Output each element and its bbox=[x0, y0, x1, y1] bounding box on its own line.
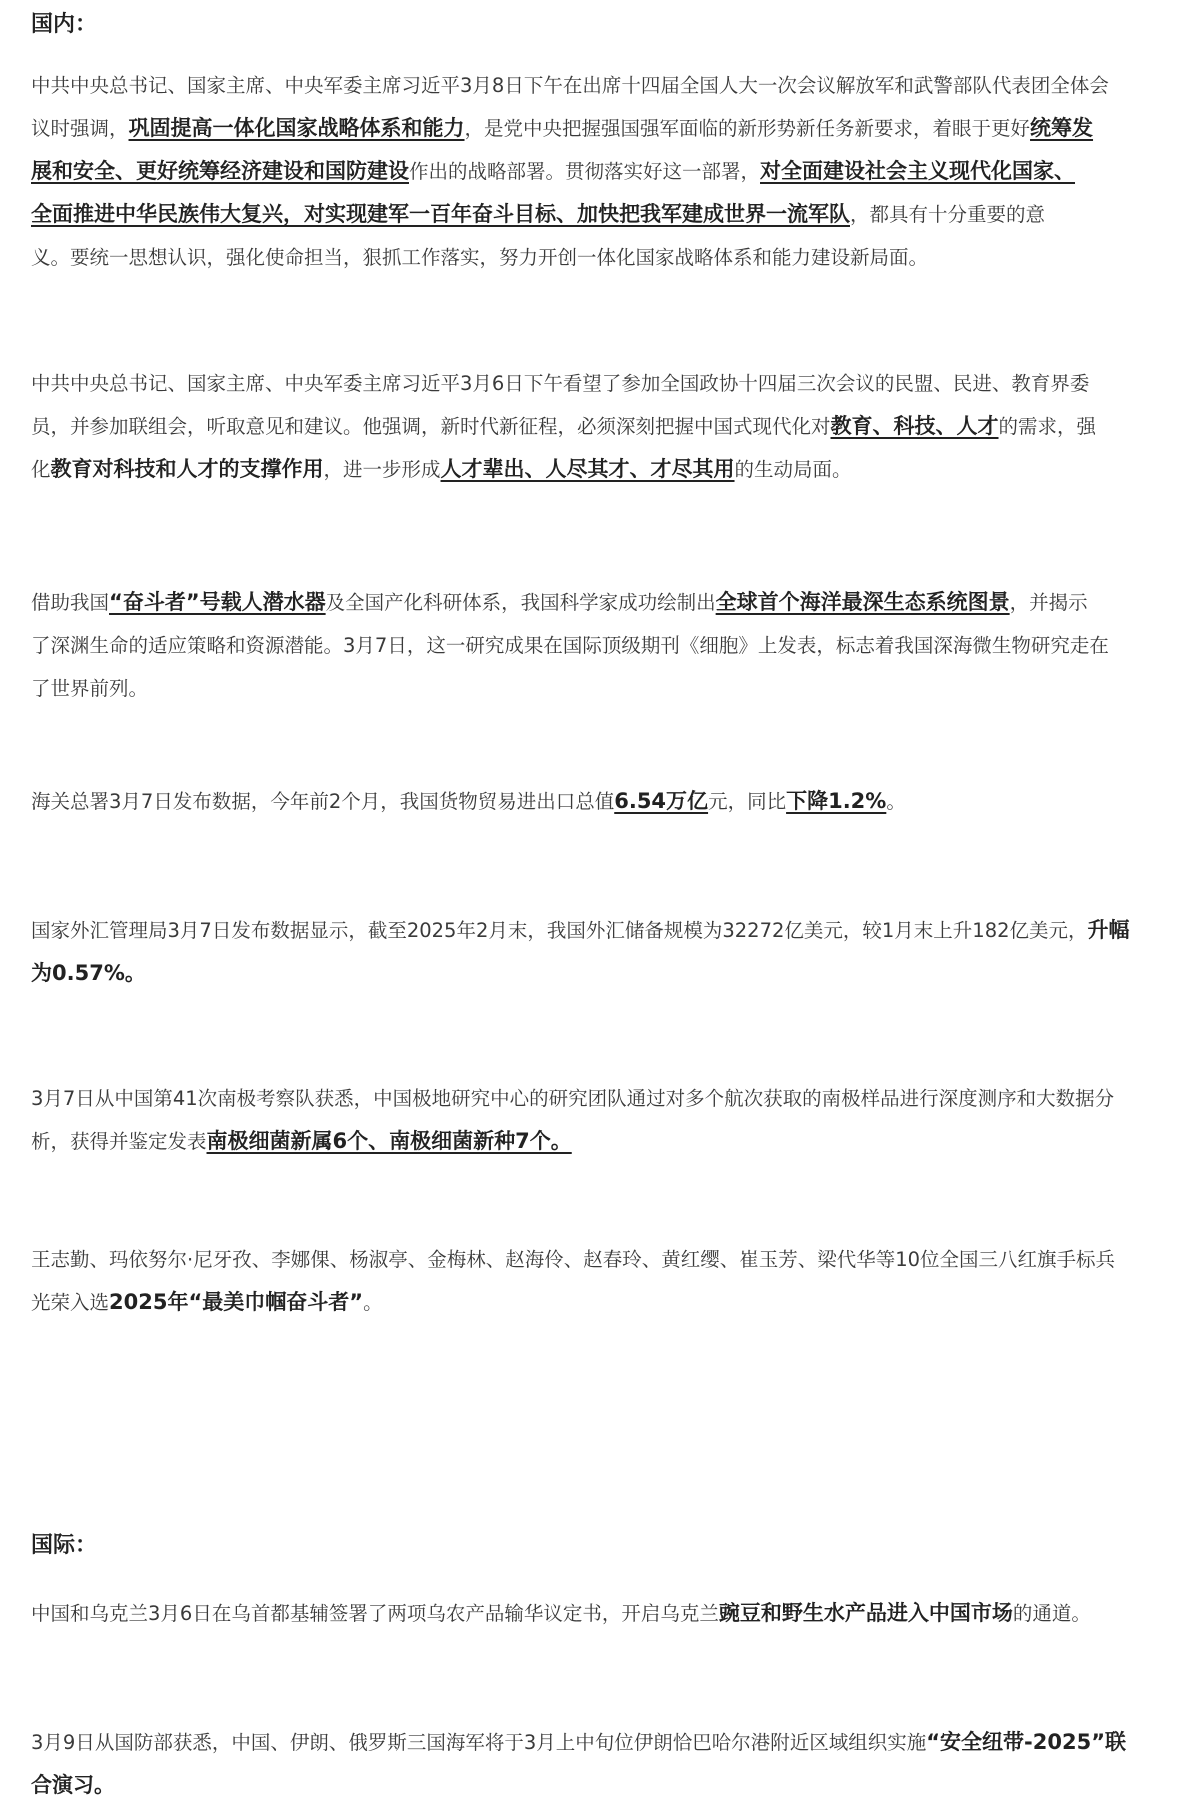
body-text: ，是党中央把握强国强军面临的新形势新任务新要求，着眼于更好 bbox=[464, 117, 1031, 140]
body-text: ，都具有十分重要的意 bbox=[850, 203, 1046, 226]
emphasis-text: 豌豆和野生水产品进入中国市场 bbox=[718, 1601, 1013, 1625]
body-text: 了深渊生命的适应策略和资源潜能。3月7日，这一研究成果在国际顶级期刊《细胞》上发表，标志着我国深海微生物研究走在 bbox=[31, 634, 1109, 657]
domestic-news-item-2 bbox=[31, 362, 1202, 491]
emphasis-underlined-text: 下降1.2% bbox=[786, 789, 887, 813]
body-text: 析，获得并鉴定发表 bbox=[31, 1130, 207, 1153]
emphasis-text: 教育对科技和人才的支撑作用 bbox=[50, 457, 324, 481]
domestic-news-item-1 bbox=[31, 64, 1202, 279]
international-heading: 国际： bbox=[31, 1533, 98, 1558]
paragraph-line bbox=[31, 1281, 1202, 1324]
body-text: 。 bbox=[363, 1291, 383, 1314]
body-text: 3月7日从中国第41次南极考察队获悉，中国极地研究中心的研究团队通过对多个航次获取的南极样品进行深度测序和大数据分 bbox=[31, 1087, 1115, 1110]
paragraph-line bbox=[31, 236, 1202, 279]
emphasis-text: 升幅 bbox=[1087, 918, 1130, 942]
emphasis-underlined-text: 全球首个海洋最深生态系统图景 bbox=[715, 590, 1010, 614]
domestic-heading: 国内： bbox=[31, 12, 98, 37]
body-text: 元，同比 bbox=[708, 790, 787, 813]
paragraph-line bbox=[31, 909, 1202, 952]
emphasis-underlined-text: 对全面建设社会主义现代化国家、 bbox=[760, 159, 1076, 183]
paragraph-line bbox=[31, 1721, 1202, 1764]
emphasis-text: “安全纽带-2025”联 bbox=[926, 1730, 1127, 1754]
body-text: 的需求，强 bbox=[998, 415, 1097, 438]
paragraph-line bbox=[31, 1764, 1202, 1807]
paragraph-line bbox=[31, 667, 1202, 710]
paragraph-line bbox=[31, 448, 1202, 491]
emphasis-underlined-text: 巩固提高一体化国家战略体系和能力 bbox=[128, 116, 465, 140]
body-text: 中国和乌克兰3月6日在乌首都基辅签署了两项乌农产品输华议定书，开启乌克兰 bbox=[31, 1602, 719, 1625]
paragraph-line bbox=[31, 1238, 1202, 1281]
body-text: 3月9日从国防部获悉，中国、伊朗、俄罗斯三国海军将于3月上中旬位伊朗恰巴哈尔港附近区域组织实施 bbox=[31, 1731, 927, 1754]
emphasis-underlined-text: 教育、科技、人才 bbox=[830, 414, 999, 438]
domestic-news-item-5 bbox=[31, 909, 1202, 995]
emphasis-text: 2025年“最美巾帼奋斗者” bbox=[109, 1290, 364, 1314]
body-text: 员，并参加联组会，听取意见和建议。他强调，新时代新征程，必须深刻把握中国式现代化对 bbox=[31, 415, 831, 438]
paragraph-line bbox=[31, 624, 1202, 667]
paragraph-line bbox=[31, 1592, 1202, 1635]
paragraph-line bbox=[31, 107, 1202, 150]
international-news-item-2 bbox=[31, 1721, 1202, 1807]
body-text: 。 bbox=[886, 790, 906, 813]
body-text: 了世界前列。 bbox=[31, 677, 149, 700]
body-text: 义。要统一思想认识，强化使命担当，狠抓工作落实，努力开创一体化国家战略体系和能力建设新局面。 bbox=[31, 246, 929, 269]
body-text: 议时强调， bbox=[31, 117, 129, 140]
body-text: ，并揭示 bbox=[1009, 591, 1088, 614]
emphasis-underlined-text: 人才辈出、人尽其才、才尽其用 bbox=[440, 457, 735, 481]
paragraph-line bbox=[31, 150, 1202, 193]
emphasis-underlined-text: 全面推进中华民族伟大复兴，对实现建军一百年奋斗目标、加快把我军建成世界一流军队 bbox=[31, 202, 850, 226]
body-text: ，进一步形成 bbox=[323, 458, 441, 481]
emphasis-underlined-text: “奋斗者”号载人潜水器 bbox=[109, 590, 326, 614]
emphasis-underlined-text: 6.54万亿 bbox=[614, 789, 709, 813]
emphasis-text: 合演习。 bbox=[31, 1773, 115, 1797]
body-text: 中共中央总书记、国家主席、中央军委主席习近平3月6日下午看望了参加全国政协十四届三次会议的民盟、民进、教育界委 bbox=[31, 372, 1090, 395]
domestic-news-item-7 bbox=[31, 1238, 1202, 1324]
body-text: 的通道。 bbox=[1012, 1602, 1091, 1625]
body-text: 海关总署3月7日发布数据，今年前2个月，我国货物贸易进出口总值 bbox=[31, 790, 615, 813]
paragraph-line bbox=[31, 405, 1202, 448]
paragraph-line bbox=[31, 1120, 1202, 1163]
body-text: 借助我国 bbox=[31, 591, 110, 614]
domestic-news-item-4 bbox=[31, 780, 1202, 823]
body-text: 作出的战略部署。贯彻落实好这一部署， bbox=[409, 160, 761, 183]
domestic-news-item-3 bbox=[31, 581, 1202, 710]
body-text: 国家外汇管理局3月7日发布数据显示，截至2025年2月末，我国外汇储备规模为32272亿美元，较1月末上升182亿美元， bbox=[31, 919, 1088, 942]
body-text: 及全国产化科研体系，我国科学家成功绘制出 bbox=[325, 591, 716, 614]
body-text: 的生动局面。 bbox=[734, 458, 852, 481]
emphasis-underlined-text: 展和安全、更好统筹经济建设和国防建设 bbox=[31, 159, 409, 183]
paragraph-line bbox=[31, 780, 1202, 823]
paragraph-line bbox=[31, 581, 1202, 624]
paragraph-line bbox=[31, 952, 1202, 995]
domestic-news-item-6 bbox=[31, 1077, 1202, 1163]
body-text: 中共中央总书记、国家主席、中央军委主席习近平3月8日下午在出席十四届全国人大一次会议解放军和武警部队代表团全体会 bbox=[31, 74, 1109, 97]
paragraph-line bbox=[31, 362, 1202, 405]
emphasis-underlined-text: 南极细菌新属6个、南极细菌新种7个。 bbox=[206, 1129, 572, 1153]
emphasis-underlined-text: 统筹发 bbox=[1030, 116, 1094, 140]
paragraph-line bbox=[31, 1077, 1202, 1120]
body-text: 化 bbox=[31, 458, 51, 481]
international-news-item-1 bbox=[31, 1592, 1202, 1635]
emphasis-text: 为0.57%。 bbox=[31, 961, 146, 985]
body-text: 王志勤、玛依努尔·尼牙孜、李娜倮、杨淑亭、金梅林、赵海伶、赵春玲、黄红缨、崔玉芳、梁代华等10位全国三八红旗手标兵 bbox=[31, 1248, 1116, 1271]
paragraph-line bbox=[31, 193, 1202, 236]
body-text: 光荣入选 bbox=[31, 1291, 110, 1314]
paragraph-line bbox=[31, 64, 1202, 107]
